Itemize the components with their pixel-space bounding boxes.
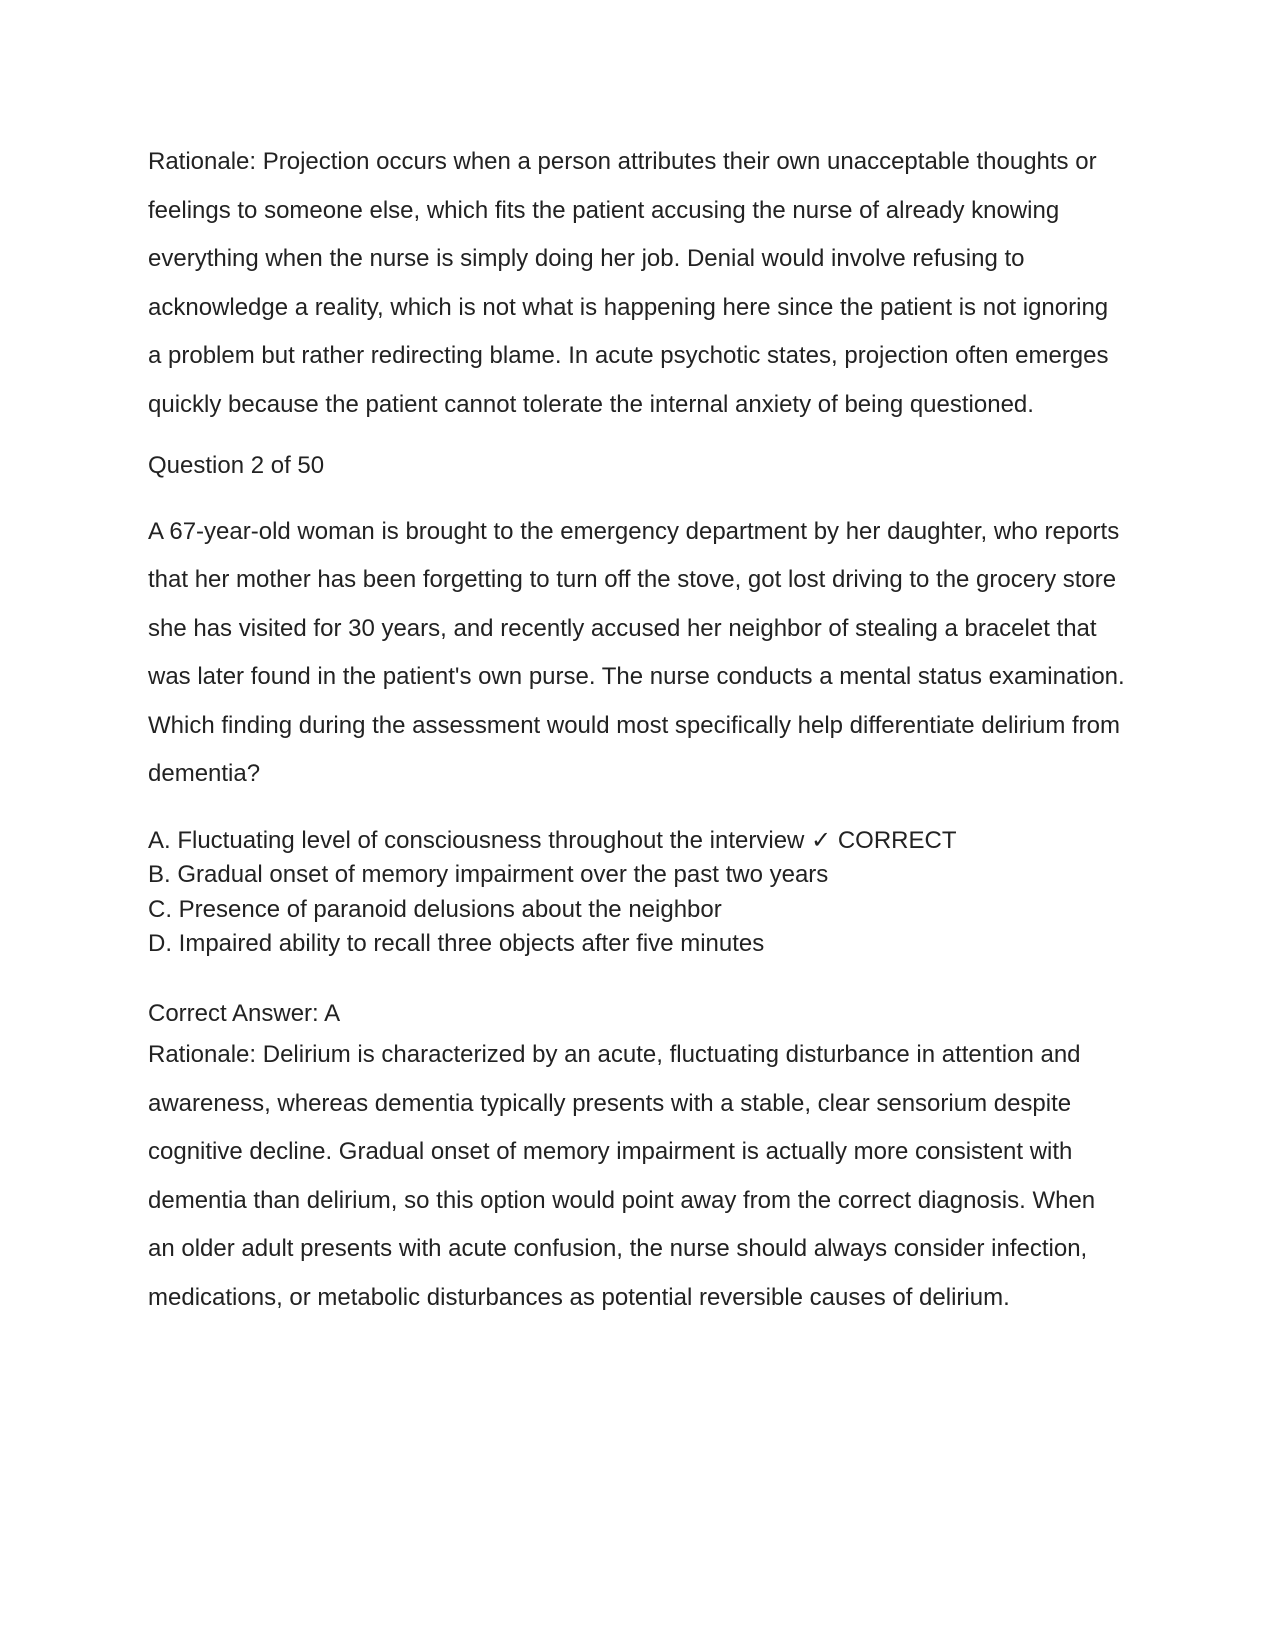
document-page xyxy=(148,138,1128,1322)
option-d: D. Impaired ability to recall three objects after five minutes xyxy=(148,930,765,957)
previous-question-rationale: Rationale: Projection occurs when a person attributes their own unacceptable thoughts or feelings to someone else, which fits the patient accusing the nurse of already knowing everything when the nurse is simply doing her job. Denial would involve refusing to acknowledge a reality, which is not what is happening here since the patient is not ignoring a problem but rather redirecting blame. In acute psychotic states, projection often emerges quickly because the patient cannot tolerate the internal anxiety of being questioned. xyxy=(148,148,1109,418)
correct-answer: Correct Answer: A xyxy=(148,999,341,1027)
question-rationale: Rationale: Delirium is characterized by an acute, fluctuating disturbance in attention and awareness, whereas dementia typically presents with a stable, clear sensorium despite cognitive decline. Gradual onset of memory impairment is actually more consistent with dementia than delirium, so this option would point away from the correct diagnosis. When an older adult presents with acute confusion, the nurse should always consider infection, medications, or metabolic disturbances as potential reversible causes of delirium. xyxy=(148,1041,1096,1311)
question-stem: A 67-year-old woman is brought to the emergency department by her daughter, who reports that her mother has been forgetting to turn off the stove, got lost driving to the grocery store she has visited for 30 years, and recently accused her neighbor of stealing a bracelet that was later found in the patient's own purse. The nurse conducts a mental status examination. Which finding during the assessment would most specifically help differentiate delirium from dementia? xyxy=(148,517,1125,787)
answer-section xyxy=(148,997,1128,1323)
option-a: A. Fluctuating level of consciousness throughout the interview ✓ CORRECT xyxy=(148,826,957,854)
option-b: B. Gradual onset of memory impairment over the past two years xyxy=(148,861,829,888)
answer-options xyxy=(148,824,1128,962)
question-heading: Question 2 of 50 xyxy=(148,452,325,479)
option-c: C. Presence of paranoid delusions about the neighbor xyxy=(148,895,722,923)
